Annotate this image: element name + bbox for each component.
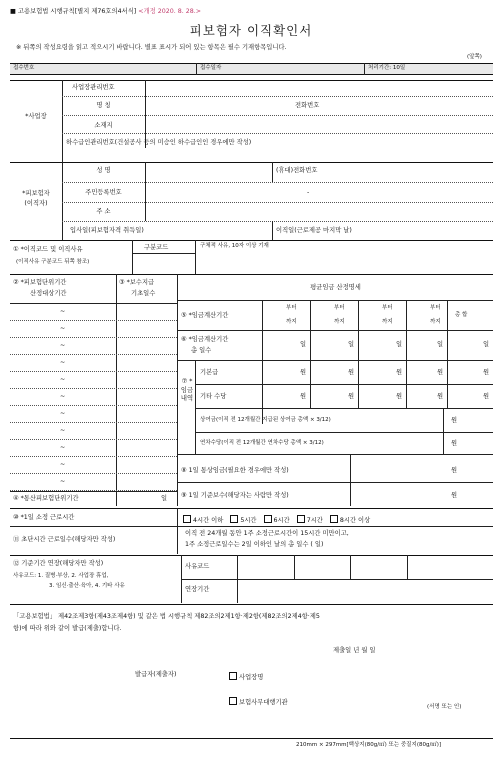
calc-days-label: ⑥ *임금계산기간 bbox=[181, 336, 229, 343]
cell-unit: 원 bbox=[300, 393, 307, 400]
reason-sub-label: (이직사유 구분코드 뒤쪽 참조) bbox=[16, 259, 90, 265]
cell-unit: 원 bbox=[437, 369, 444, 376]
wage-items-label: ⑦ *임금내역 bbox=[180, 378, 194, 402]
to-label: 까지 bbox=[334, 319, 345, 325]
cell-unit: 원 bbox=[348, 369, 355, 376]
cell-unit: 일 bbox=[483, 341, 490, 348]
submission-date: 제출일 년 월 일 bbox=[333, 647, 376, 654]
cell-unit: 원 bbox=[396, 369, 403, 376]
bonus-label: 상여금(이직 전 12개월간 지급된 상여금 총액 × 3/12) bbox=[200, 417, 331, 423]
extension-code-label: 사유코드 bbox=[185, 563, 210, 570]
extension-reasons-2: 3. 임신·출산·육아, 4. 기타 사유 bbox=[49, 583, 125, 589]
signature-note: (서명 또는 인) bbox=[427, 704, 462, 710]
tilde-mark: ~ bbox=[60, 393, 66, 400]
workplace-label: *사업장 bbox=[25, 113, 47, 120]
tilde-mark: ~ bbox=[60, 427, 66, 434]
row-divider bbox=[10, 371, 177, 372]
total-period-label: ④ *통산피보험단위기간 bbox=[13, 495, 79, 502]
cell-unit: 일 bbox=[348, 341, 355, 348]
work-hours-label: ⑩ *1일 소정 근로시간 bbox=[13, 514, 75, 521]
tilde-mark: ~ bbox=[60, 325, 66, 332]
tilde-mark: ~ bbox=[60, 359, 66, 366]
leave-date-label: 이직일(근로제공 마지막 날) bbox=[276, 227, 352, 234]
cell-unit: 원 bbox=[483, 369, 490, 376]
bonus-won: 원 bbox=[451, 417, 458, 424]
declaration-line1: 「고용보험법」 제42조제3항(제43조제4항) 및 같은 법 시행규칙 제82조의2제1항·제2항(제82조의2제4항·제5 bbox=[13, 613, 320, 620]
daily-wage-won: 원 bbox=[451, 467, 458, 474]
hours-option[interactable] bbox=[330, 517, 370, 524]
cell-unit: 일 bbox=[396, 341, 403, 348]
cell-unit: 원 bbox=[348, 393, 355, 400]
daily-base-label: ⑨ 1일 기준보수(해당자는 사람만 작성) bbox=[181, 492, 289, 499]
calc-days-sub: 총 일수 bbox=[191, 347, 212, 354]
revision-note: <개정 2020. 8. 28.> bbox=[138, 8, 202, 15]
from-label: 부터 bbox=[430, 305, 441, 311]
pay-days-col-label: ③ *보수지급 bbox=[119, 279, 155, 286]
hours-option-label: 7시간 bbox=[306, 517, 323, 524]
insured-address-label: 주 소 bbox=[96, 208, 111, 215]
tilde-mark: ~ bbox=[60, 342, 66, 349]
reason-detail-label: 구체적 사유, 10자 이상 기재 bbox=[200, 243, 269, 249]
daily-wage-label: ⑧ 1일 통상임금(필요한 경우에만 작성) bbox=[181, 467, 289, 474]
cell-unit: 원 bbox=[300, 369, 307, 376]
page-mark: (앞쪽) bbox=[467, 54, 482, 60]
reason-code-label: 구분코드 bbox=[144, 244, 169, 251]
row-divider bbox=[10, 456, 177, 457]
cell-unit: 원 bbox=[483, 393, 490, 400]
work-hours-options bbox=[183, 515, 377, 524]
hours-option[interactable] bbox=[297, 517, 323, 524]
from-label: 부터 bbox=[334, 305, 345, 311]
issuer-option-agency[interactable]: 보험사무대행기관 bbox=[229, 697, 288, 706]
declaration-line2: 항)에 따라 위와 같이 발급(제출)합니다. bbox=[13, 625, 122, 632]
receipt-number-label: 접수번호 bbox=[13, 65, 35, 71]
tilde-mark: ~ bbox=[60, 308, 66, 315]
receipt-date-label: 접수일자 bbox=[200, 65, 222, 71]
to-label: 까지 bbox=[430, 319, 441, 325]
pay-days-col-sub: 기초일수 bbox=[131, 290, 156, 297]
reason-label: ① *이직코드 및 이직사유 bbox=[13, 246, 83, 253]
join-date-label: 입사일(피보험자격 취득일) bbox=[70, 227, 144, 234]
insured-sub-label: (이직자) bbox=[24, 200, 48, 207]
total-period-unit: 일 bbox=[161, 495, 168, 502]
issuer-option-workplace[interactable]: 사업장명 bbox=[229, 672, 263, 681]
cell-unit: 일 bbox=[300, 341, 307, 348]
insured-label: *피보험자 bbox=[22, 190, 50, 197]
cell-unit: 일 bbox=[437, 341, 444, 348]
row-divider bbox=[10, 439, 177, 440]
to-label: 까지 bbox=[286, 319, 297, 325]
tilde-mark: ~ bbox=[60, 444, 66, 451]
checkbox-icon[interactable] bbox=[183, 515, 191, 523]
issuer-label: 발급자(제출자) bbox=[135, 671, 177, 678]
row-divider bbox=[10, 422, 177, 423]
from-label: 부터 bbox=[382, 305, 393, 311]
tilde-mark: ~ bbox=[60, 461, 66, 468]
period-col-sub: 산정대상기간 bbox=[30, 290, 67, 297]
workplace-address-label: 소재지 bbox=[94, 122, 113, 129]
row-divider bbox=[10, 473, 177, 474]
checkbox-icon[interactable] bbox=[230, 515, 238, 523]
workplace-phone-label: 전화번호 bbox=[295, 102, 320, 109]
row-divider bbox=[10, 388, 177, 389]
other-allowance-label: 기타 수당 bbox=[200, 393, 227, 400]
instruction-note: ※ 뒤쪽의 작성요령을 읽고 적으시기 바랍니다. 별표 표시가 되어 있는 항목은 필수 기재항목입니다. bbox=[16, 44, 287, 51]
insured-rrn-label: 주민등록번호 bbox=[85, 189, 122, 196]
hours-option-label: 6시간 bbox=[273, 517, 290, 524]
checkbox-icon[interactable] bbox=[264, 515, 272, 523]
sum-label: 총 합 bbox=[455, 312, 468, 318]
row-divider bbox=[10, 320, 177, 321]
checkbox-icon[interactable] bbox=[229, 697, 237, 705]
extension-period-label: 연장기간 bbox=[185, 586, 210, 593]
cell-unit: 원 bbox=[396, 393, 403, 400]
row-divider bbox=[10, 354, 177, 355]
hours-option[interactable] bbox=[264, 517, 290, 524]
processing-period: 처리기간: 10일 bbox=[368, 65, 406, 71]
tilde-mark: ~ bbox=[60, 478, 66, 485]
period-col-label: ② *피보험단위기간 bbox=[13, 279, 67, 286]
hours-option[interactable] bbox=[230, 517, 256, 524]
daily-base-won: 원 bbox=[451, 492, 458, 499]
hours-option[interactable] bbox=[183, 517, 223, 524]
short-time-line1: 이직 전 24개월 동안 1주 소정근로시간이 15시간 미만이고, bbox=[185, 530, 349, 537]
insured-phone-label: (휴대)전화번호 bbox=[276, 167, 318, 174]
tilde-mark: ~ bbox=[60, 376, 66, 383]
paper-spec-footer: 210mm × 297mm[백상지(80g/㎡) 또는 중질지(80g/㎡)] bbox=[296, 742, 442, 748]
tilde-mark: ~ bbox=[60, 410, 66, 417]
hours-option-label: 8시간 이상 bbox=[339, 517, 371, 524]
annual-leave-won: 원 bbox=[451, 440, 458, 447]
sub-contractor-no-label: 하수급인관리번호(건설공사 등의 미승인 하수급인인 경우에만 작성) bbox=[66, 139, 252, 146]
workplace-name-label: 명 칭 bbox=[96, 102, 111, 109]
hours-option-label: 4시간 이하 bbox=[193, 517, 224, 524]
insured-rrn-value: - bbox=[307, 189, 310, 196]
hours-option-label: 5시간 bbox=[240, 517, 257, 524]
from-label: 부터 bbox=[286, 305, 297, 311]
receipt-row bbox=[10, 63, 493, 75]
calc-period-label: ⑤ *임금계산기간 bbox=[181, 312, 229, 319]
extension-label: ⑫ 기준기간 연장(해당자만 작성) bbox=[13, 560, 104, 567]
short-time-label: ⑪ 초단시간 근로일수(해당자만 작성) bbox=[13, 536, 116, 543]
workplace-mgmt-no-label: 사업장관리번호 bbox=[72, 84, 115, 91]
annual-leave-label: 연차수당(이직 전 12개월간 연차수당 총액 × 3/12) bbox=[200, 440, 324, 446]
checkbox-icon[interactable] bbox=[229, 672, 237, 680]
page-title: 피보험자 이직확인서 bbox=[189, 23, 313, 38]
extension-reasons: 사유코드: 1. 질병·부상, 2. 사업장 휴업, bbox=[13, 573, 109, 579]
cell-unit: 원 bbox=[437, 393, 444, 400]
bullet-icon: ■ bbox=[10, 8, 16, 15]
wage-title: 평균임금 산정명세 bbox=[310, 284, 361, 291]
regulation-header bbox=[10, 9, 201, 15]
to-label: 까지 bbox=[382, 319, 393, 325]
base-pay-label: 기본급 bbox=[200, 369, 219, 376]
row-divider bbox=[10, 337, 177, 338]
row-divider bbox=[10, 405, 177, 406]
insured-name-label: 성 명 bbox=[96, 167, 111, 174]
checkbox-icon[interactable] bbox=[330, 515, 338, 523]
short-time-line2: 1주 소정근로일수는 2일 이하인 날의 총 일수 ( 일) bbox=[185, 541, 324, 548]
regulation-ref: 고용보험법 시행규칙[별지 제76호의4서식] bbox=[17, 8, 137, 15]
checkbox-icon[interactable] bbox=[297, 515, 305, 523]
